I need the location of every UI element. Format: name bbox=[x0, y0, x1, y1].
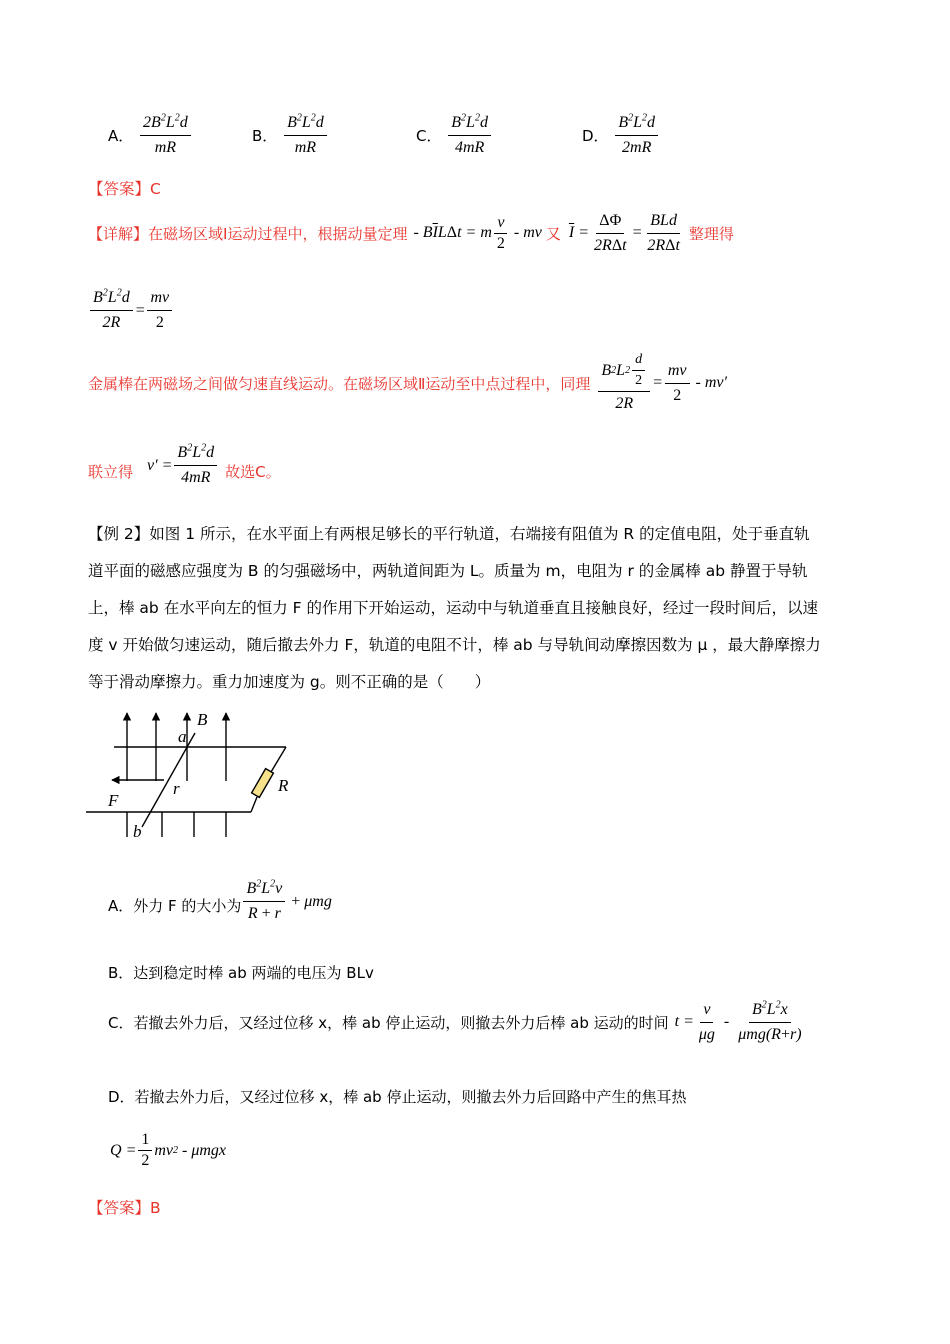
example-2-line-4: 度 v 开始做匀速运动，随后撤去外力 F，轨道的电阻不计，棒 ab 与导轨间动摩擦因数为 μ ，最大静摩擦力 bbox=[88, 636, 821, 654]
current-equation: $\overline{I}$ = $\frac{\Delta\Phi}{\text{2RΔt}}$ = $\frac{\text{BLd}}{\text{2RΔt}}$ bbox=[568, 211, 680, 254]
option-b-label: B． bbox=[252, 127, 278, 145]
label-a: a bbox=[178, 727, 187, 746]
answer-1-value: C bbox=[150, 180, 161, 198]
ex2-option-a bbox=[108, 868, 332, 924]
option-b-num: $B^2L^2d$ bbox=[284, 113, 327, 136]
answer-2-value: B bbox=[150, 1199, 161, 1217]
label-r: r bbox=[173, 779, 180, 798]
figure-1-rails bbox=[86, 705, 306, 845]
option-b-fraction bbox=[284, 113, 327, 158]
answer-2 bbox=[88, 1196, 161, 1218]
detail-equation-2: $\frac{B^2L^2d}{2R}$ = $\frac{mv}{2}$ bbox=[88, 288, 174, 333]
label-R: R bbox=[278, 776, 289, 795]
label-b: b bbox=[133, 822, 142, 841]
option-c bbox=[416, 113, 493, 158]
detail-line-1 bbox=[88, 208, 734, 258]
momentum-equation: - $B\overline{I}L$ Δ t = m $\frac{v}{2}$ - mv bbox=[413, 213, 542, 252]
label-F: F bbox=[108, 791, 119, 810]
option-d-fraction bbox=[615, 113, 658, 158]
ex2-option-b-text: B．达到稳定时棒 ab 两端的电压为 BLv bbox=[108, 964, 374, 982]
option-d bbox=[582, 113, 660, 158]
ex2-option-c bbox=[108, 996, 807, 1048]
final-velocity-equation: v′ = $\frac{B^2L^2d}{4mR}$ bbox=[147, 443, 219, 488]
option-row-1 bbox=[108, 113, 708, 165]
detail-you: 又 bbox=[545, 224, 561, 243]
option-d-den: 2mR bbox=[622, 139, 652, 156]
answer-1 bbox=[88, 177, 161, 199]
ex2-option-c-formula: t = $\frac{v}{\mu g}$ - $\frac{B^2L^2x}{\text{μmg(R+r)}}$ bbox=[674, 999, 802, 1043]
detail-line3-text: 金属棒在两磁场之间做匀速直线运动。在磁场区域Ⅱ运动至中点过程中，同理 bbox=[88, 374, 591, 393]
example-2-line-1: 【例 2】如图 1 所示，在水平面上有两根足够长的平行轨道，右端接有阻值为 R 的定值电阻，处于垂直轨 bbox=[88, 525, 810, 543]
detail-line1-text: 在磁场区域Ⅰ运动过程中，根据动量定理 bbox=[148, 224, 408, 243]
option-d-num: $B^2L^2d$ bbox=[615, 113, 658, 136]
answer-1-tag: 【答案】 bbox=[88, 180, 151, 198]
option-c-num: $B^2L^2d$ bbox=[448, 113, 491, 136]
option-c-den: 4mR bbox=[454, 139, 485, 156]
example-2-text bbox=[88, 516, 821, 701]
ex2-option-d-formula: Q = $\frac{1}{2}$ mv 2 - μmgx bbox=[110, 1131, 227, 1169]
option-d-label: D． bbox=[582, 127, 609, 145]
ex2-option-d bbox=[108, 1086, 686, 1107]
resistor-R bbox=[252, 769, 274, 798]
example-2-line-2: 道平面的磁感应强度为 B 的匀强磁场中，两轨道间距为 L。质量为 m，电阻为 r 的金属棒 ab 静置于导轨 bbox=[88, 562, 808, 580]
ex2-option-c-text: C．若撤去外力后，又经过位移 x，棒 ab 停止运动，则撤去外力后棒 ab 运动的时间 bbox=[108, 1013, 669, 1032]
detail-lianli: 联立得 bbox=[88, 463, 134, 481]
detail-tag: 【详解】 bbox=[88, 224, 149, 243]
option-a bbox=[108, 113, 193, 158]
detail-line-4 bbox=[88, 432, 281, 488]
detail-guxuan: 故选C。 bbox=[225, 463, 281, 481]
option-c-fraction bbox=[448, 113, 491, 158]
option-a-den: mR bbox=[154, 139, 177, 156]
detail-line-3 bbox=[88, 348, 727, 418]
ex2-option-a-formula: $\frac{B^2L^2v}{R + r}$ + μmg bbox=[241, 879, 331, 924]
option-a-num: $2B^2L^2d$ bbox=[140, 113, 191, 136]
answer-2-tag: 【答案】 bbox=[88, 1199, 151, 1217]
option-a-label: A． bbox=[108, 127, 134, 145]
example-2-line-5: 等于滑动摩擦力。重力加速度为 g。则不正确的是（ ） bbox=[88, 673, 491, 691]
example-2-line-3: 上，棒 ab 在水平向左的恒力 F 的作用下开始运动，运动中与轨道垂直且接触良好，经过一段时间后，以速 bbox=[88, 599, 818, 617]
option-a-fraction bbox=[140, 113, 191, 158]
option-b-den: mR bbox=[294, 139, 317, 156]
option-c-label: C． bbox=[416, 127, 442, 145]
ex2-option-d-text: D．若撤去外力后，又经过位移 x，棒 ab 停止运动，则撤去外力后回路中产生的焦耳热 bbox=[108, 1088, 687, 1106]
option-b bbox=[252, 113, 329, 158]
detail-zhengli: 整理得 bbox=[688, 224, 734, 243]
ex2-option-a-text: A．外力 F 的大小为 bbox=[108, 897, 242, 915]
ex2-option-b bbox=[108, 962, 374, 983]
half-region-equation: B 2 L 2 $\frac{d}{2}$ 2R = $\frac{mv}{2}$ - mv′ bbox=[596, 352, 727, 414]
label-B: B bbox=[197, 710, 208, 729]
